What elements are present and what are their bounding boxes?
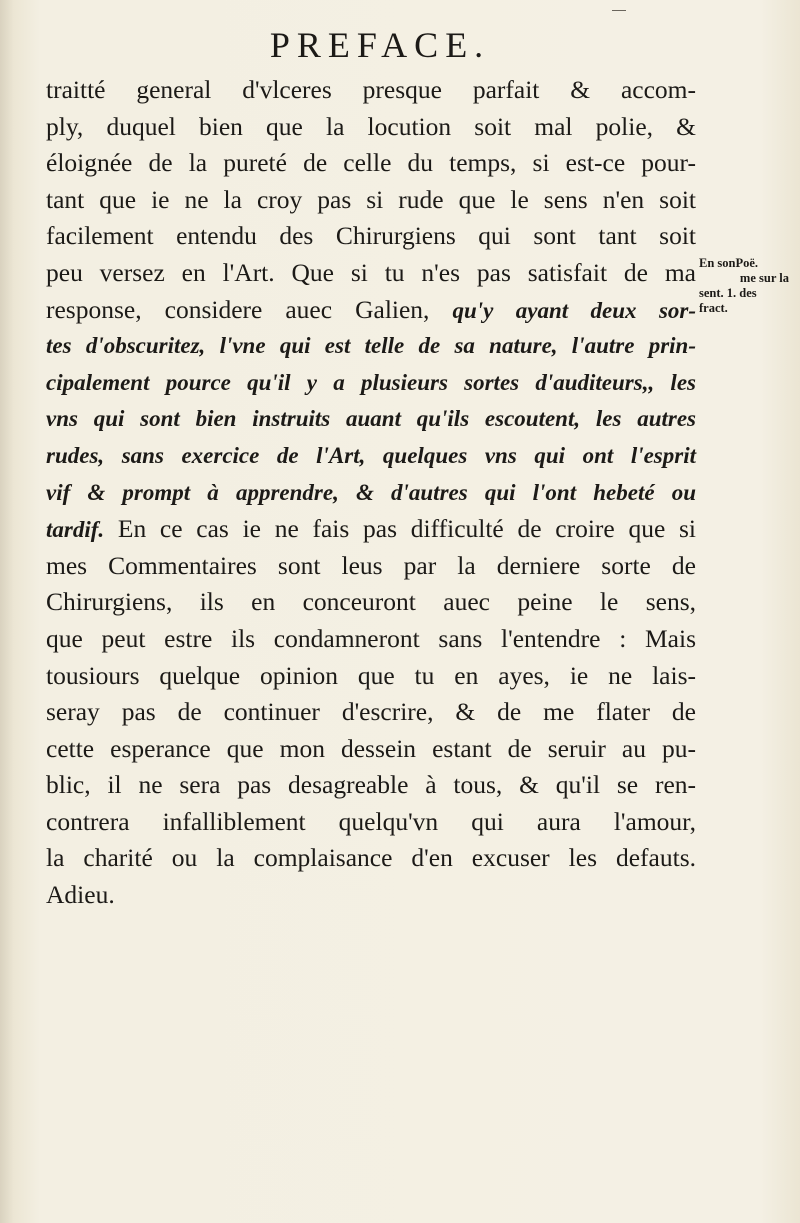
text-line: blic, il ne sera pas desagreable à tous, & qu'il se ren- [46, 770, 696, 800]
italic-line: tes d'obscuritez, l'vne qui est telle de sa nature, l'autre prin- [46, 333, 696, 359]
italic-line: vif & prompt à apprendre, & d'autres qui l'ont hebeté ou [46, 479, 696, 505]
text-line: Chirurgiens, ils en conceuront auec peine le sens, [46, 587, 696, 617]
margin-note-line: fract. [699, 301, 728, 315]
text-italic-quote: qu'y ayant deux sor- [452, 297, 697, 323]
text-line: ply, duquel bien que la locution soit mal polie, & [46, 111, 696, 141]
text-roman: En ce cas ie ne fais pas difficulté de croire que si [117, 514, 697, 544]
margin-note [699, 256, 795, 316]
text-italic-quote: tardif. [46, 517, 105, 543]
italic-line: cipalement pource qu'il y a plusieurs sortes d'auditeurs,, les [46, 369, 696, 395]
italic-line: rudes, sans exercice de l'Art, quelques vns qui ont l'esprit [46, 442, 696, 468]
text-line: cette esperance que mon dessein estant de seruir au pu- [46, 733, 696, 763]
running-head: PREFACE. [269, 25, 491, 65]
margin-note-line: En sonPoë. [699, 256, 759, 270]
text-line: tant que ie ne la croy pas si rude que le sens n'en soit [46, 184, 696, 214]
margin-note-line: sent. 1. des [699, 286, 757, 300]
text-line: tousiours quelque opinion que tu en ayes, ie ne lais- [46, 660, 696, 690]
text-line: contrera infalliblement quelqu'vn qui aura l'amour, [46, 806, 696, 836]
page-top-mark [612, 10, 626, 11]
preface-body-text [46, 72, 696, 914]
text-line: traitté general d'vlceres presque parfait & accom- [46, 75, 696, 104]
text-line: mes Commentaires sont leus par la derniere sorte de [46, 550, 696, 580]
text-roman: response, considere auec Galien, [46, 294, 430, 324]
text-line-mixed [46, 511, 696, 548]
italic-line: vns qui sont bien instruits auant qu'ils escoutent, les autres [46, 406, 696, 432]
text-line: que peut estre ils condamneront sans l'entendre : Mais [46, 623, 696, 653]
text-line: seray pas de continuer d'escrire, & de me flater de [46, 697, 696, 727]
text-line: facilement entendu des Chirurgiens qui sont tant soit [46, 221, 696, 251]
margin-note-line: me sur la [739, 271, 789, 285]
text-line: la charité ou la complaisance d'en excuser les defauts. [46, 843, 696, 873]
text-line: peu versez en l'Art. Que si tu n'es pas satisfait de ma [46, 257, 696, 287]
text-line-mixed [46, 292, 696, 329]
text-line: éloignée de la pureté de celle du temps, si est-ce pour- [46, 148, 696, 178]
text-line-closing: Adieu. [46, 880, 115, 910]
